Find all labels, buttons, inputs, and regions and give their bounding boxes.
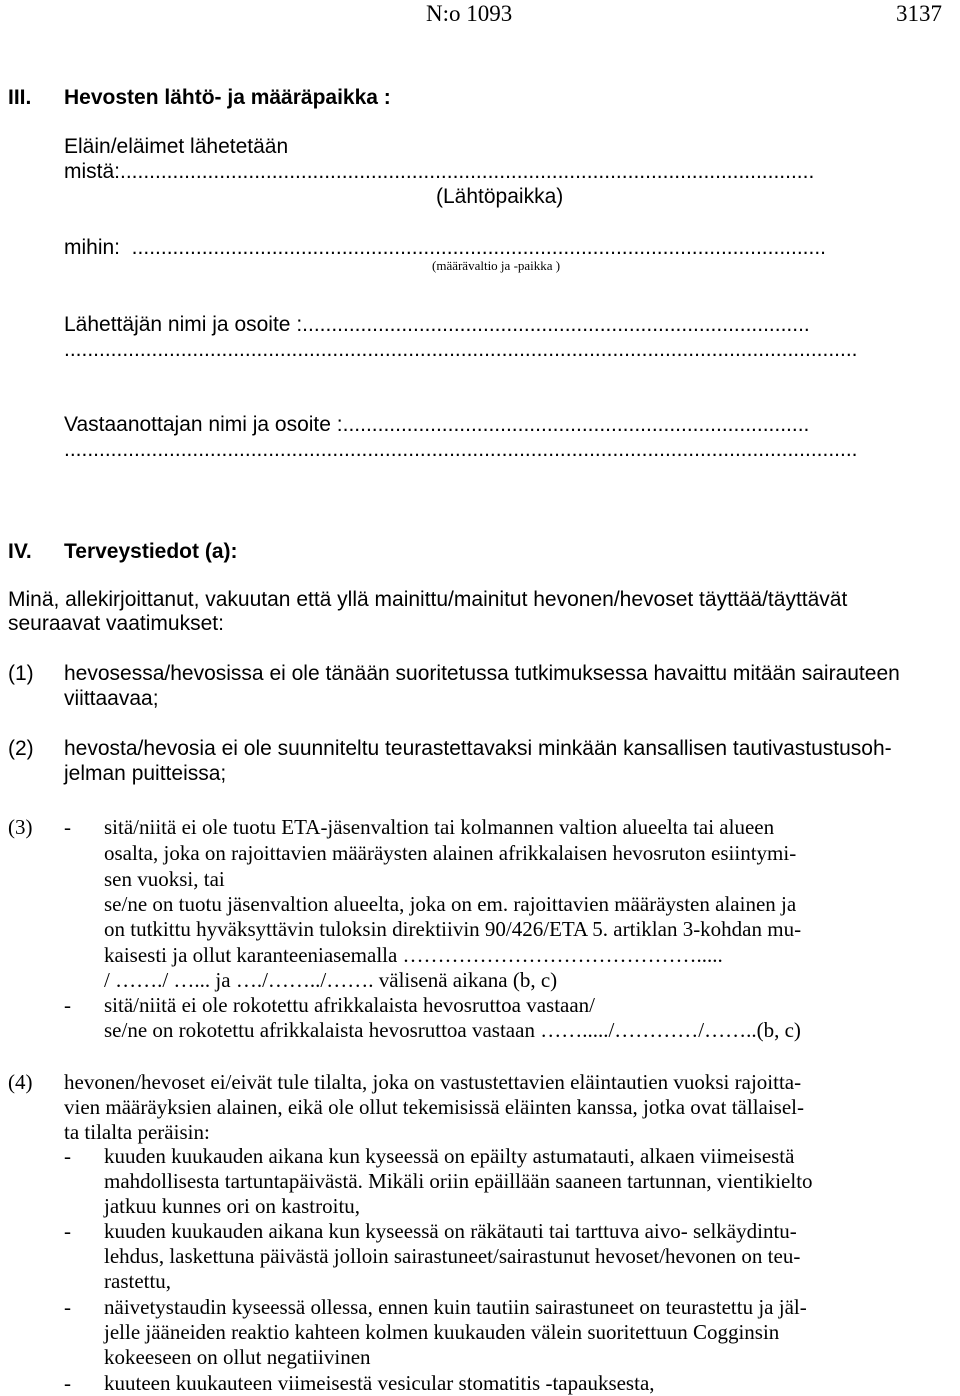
item2-line1: hevosta/hevosia ei ole suunniteltu teurastettavaksi minkään kansallisen tautivastustusoh- <box>64 737 892 760</box>
item3-a-line6: kaisesti ja ollut karanteeniasemalla ……………………………………..... <box>104 943 723 967</box>
item4-line1: hevonen/hevoset ei/eivät tule tilalta, joka on vastustettavien eläintautien vuoksi rajoitta- <box>64 1070 802 1094</box>
section4-title: Terveystiedot (a): <box>64 540 238 563</box>
item4-c-line1: kuuden kuukauden aikana kun kyseessä on epäilty astumatauti, alkaen viimeisestä <box>104 1144 795 1168</box>
item1-number: (1) <box>8 662 34 685</box>
sender-field-line2: ........................................................................................................................................ <box>64 338 858 361</box>
item3-a-line2: osalta, joka on rajoittavien määräysten alainen afrikkalaisen hevosruton esiintymi- <box>104 841 797 865</box>
item4-dash-2: - <box>64 1219 71 1243</box>
item4-line2: vien määräyksien alainen, eikä ole ollut tekemisissä eläinten kanssa, jotka ovat tällaisel- <box>64 1095 805 1119</box>
item4-d-line2: lehdus, laskettuna päivästä jolloin sairastuneet/sairastunut hevoset/hevonen on teu- <box>104 1244 801 1268</box>
item3-number: (3) <box>8 815 33 839</box>
section3-title: Hevosten lähtö- ja määräpaikka : <box>64 86 391 109</box>
recipient-field: Vastaanottajan nimi ja osoite :................................................................................ <box>64 413 810 436</box>
origin-caption: (Lähtöpaikka) <box>436 185 564 208</box>
item3-dash-2: - <box>64 993 71 1017</box>
item4-c-line2: mahdollisesta tartuntapäivästä. Mikäli oriin epäillään saaneen tartunnan, vientikielto <box>104 1169 813 1193</box>
item1-line1: hevosessa/hevosissa ei ole tänään suoritetussa tutkimuksessa havaittu mitään sairauteen <box>64 662 900 685</box>
item4-dash-4: - <box>64 1371 71 1395</box>
item4-line3: ta tilalta peräisin: <box>64 1120 210 1144</box>
item2-number: (2) <box>8 737 34 760</box>
item2-line2: jelman puitteissa; <box>64 762 227 785</box>
section3-numeral: III. <box>8 86 32 109</box>
item3-a-line7: / ……./ …... ja …./……../……. välisenä aikana (b, c) <box>104 968 558 992</box>
item3-a-line5: on tutkittu hyväksyttävin tuloksin direktiivin 90/426/ETA 5. artiklan 3-kohdan mu- <box>104 917 802 941</box>
document-number: N:o 1093 <box>426 1 513 26</box>
item3-dash-1: - <box>64 815 71 839</box>
destination-caption: (määrävaltio ja -paikka ) <box>432 258 561 273</box>
declaration-line1: Minä, allekirjoittanut, vakuutan että yllä mainittu/mainitut hevonen/hevoset täyttää/täyttävät <box>8 588 848 611</box>
item4-dash-1: - <box>64 1144 71 1168</box>
item3-a-line3: sen vuoksi, tai <box>104 867 225 891</box>
item4-e-line3: kokeeseen on ollut negatiivinen <box>104 1345 371 1369</box>
item4-e-line2: jelle jääneiden reaktio kahteen kolmen kuukauden välein suoritettuun Cogginsin <box>104 1320 780 1344</box>
item3-b-line1: sitä/niitä ei ole rokotettu afrikkalaista hevosruttoa vastaan/ <box>104 993 596 1017</box>
sender-intro: Eläin/eläimet lähetetään <box>64 135 289 158</box>
item3-a-line1: sitä/niitä ei ole tuotu ETA-jäsenvaltion tai kolmannen valtion alueelta tai alueen <box>104 815 775 839</box>
item4-c-line3: jatkuu kunnes ori on kastroitu, <box>104 1194 361 1218</box>
recipient-field-line2: ........................................................................................................................................ <box>64 438 858 461</box>
sender-field: Lähettäjän nimi ja osoite :....................................................................................... <box>64 313 810 336</box>
item4-dash-3: - <box>64 1295 71 1319</box>
item4-d-line1: kuuden kuukauden aikana kun kyseessä on räkätauti tai tarttuva aivo- selkäydintu- <box>104 1219 797 1243</box>
page-number: 3137 <box>896 1 942 26</box>
origin-field: mistä:....................................................................................................................... <box>64 160 815 183</box>
destination-field: mihin: ....................................................................................................................... <box>64 236 826 259</box>
declaration-line2: seuraavat vaatimukset: <box>8 612 224 635</box>
section4-numeral: IV. <box>8 540 32 563</box>
item4-e-line1: näivetystaudin kyseessä ollessa, ennen kuin tautiin sairastuneet on teurastettu ja jäl- <box>104 1295 807 1319</box>
item4-number: (4) <box>8 1070 33 1094</box>
item1-line2: viittaavaa; <box>64 687 159 710</box>
item4-f-line1: kuuteen kuukauteen viimeisestä vesicular stomatitis -tapauksesta, <box>104 1371 655 1395</box>
item3-a-line4: se/ne on tuotu jäsenvaltion alueelta, joka on em. rajoittavien määräysten alainen ja <box>104 892 797 916</box>
item3-b-line2: se/ne on rokotettu afrikkalaista hevosruttoa vastaan ……...../…………/……..(b, c) <box>104 1018 801 1042</box>
item4-d-line3: rastettu, <box>104 1269 172 1293</box>
